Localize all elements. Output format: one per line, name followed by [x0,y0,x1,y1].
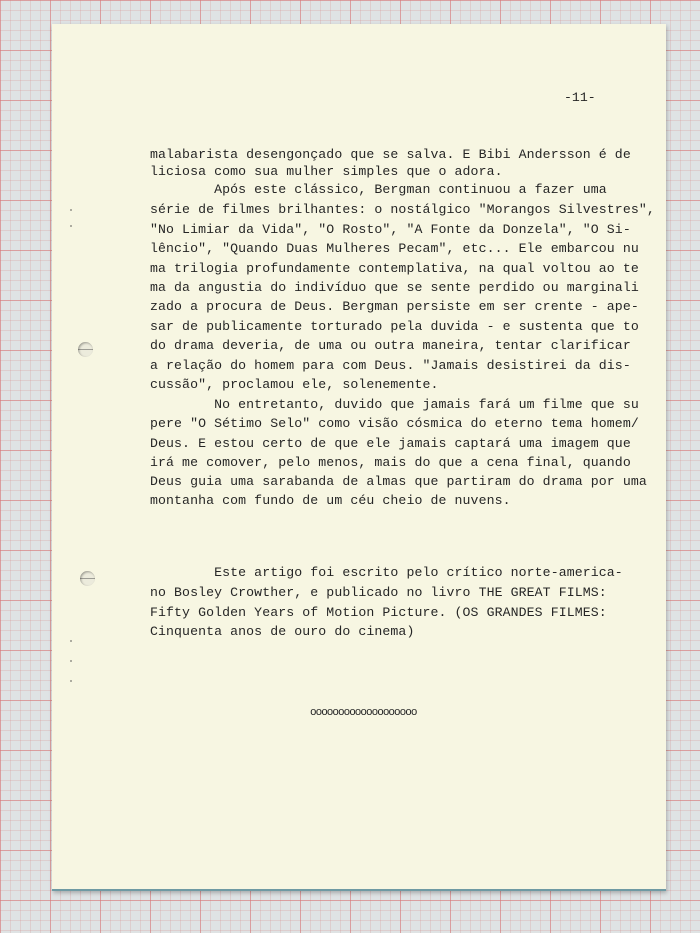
punch-hole-icon [78,342,93,357]
text-line: do drama deveria, de uma ou outra maneira, tentar clarificar [150,338,631,353]
text-line: irá me comover, pelo menos, mais do que a cena final, quando [150,455,631,470]
document-page [52,24,666,891]
text-line: Este artigo foi escrito pelo crítico norte-america- [150,565,623,580]
text-line: liciosa como sua mulher simples que o adora. [150,164,503,179]
text-line: zado a procura de Deus. Bergman persiste em ser crente - ape- [150,299,639,314]
ornament-divider: ooooooooooooooooooo [310,707,417,719]
speck-icon [70,225,72,227]
text-line: no Bosley Crowther, e publicado no livro THE GREAT FILMS: [150,585,607,600]
text-line: a relação do homem para com Deus. "Jamais desistirei da dis- [150,358,631,373]
text-line: lêncio", "Quando Duas Mulheres Pecam", etc... Ele embarcou nu [150,241,639,256]
text-line: Fifty Golden Years of Motion Picture. (OS GRANDES FILMES: [150,605,607,620]
text-line: "No Limiar da Vida", "O Rosto", "A Fonte da Donzela", "O Si- [150,222,631,237]
speck-icon [70,640,72,642]
text-line: malabarista desengonçado que se salva. E Bibi Andersson é de [150,147,631,162]
speck-icon [70,660,72,662]
text-line: No entretanto, duvido que jamais fará um filme que su [150,397,639,412]
text-line: ma trilogia profundamente contemplativa, na qual voltou ao te [150,261,639,276]
text-line: Deus guia uma sarabanda de almas que partiram do drama por uma [150,474,647,489]
text-line: ma da angustia do indivíduo que se sente perdido ou marginali [150,280,639,295]
speck-icon [70,209,72,211]
text-line: Após este clássico, Bergman continuou a fazer uma [150,182,607,197]
text-line: série de filmes brilhantes: o nostálgico "Morangos Silvestres", [150,202,655,217]
speck-icon [70,680,72,682]
text-line: montanha com fundo de um céu cheio de nuvens. [150,493,511,508]
page-number: -11- [564,90,596,105]
text-line: pere "O Sétimo Selo" como visão cósmica do eterno tema homem/ [150,416,639,431]
text-line: Cinquenta anos de ouro do cinema) [150,624,415,639]
text-line: sar de publicamente torturado pela duvida - e sustenta que to [150,319,639,334]
text-line: Deus. E estou certo de que ele jamais captará uma imagem que [150,436,631,451]
punch-hole-icon [80,571,95,586]
text-line: cussão", proclamou ele, solenemente. [150,377,439,392]
